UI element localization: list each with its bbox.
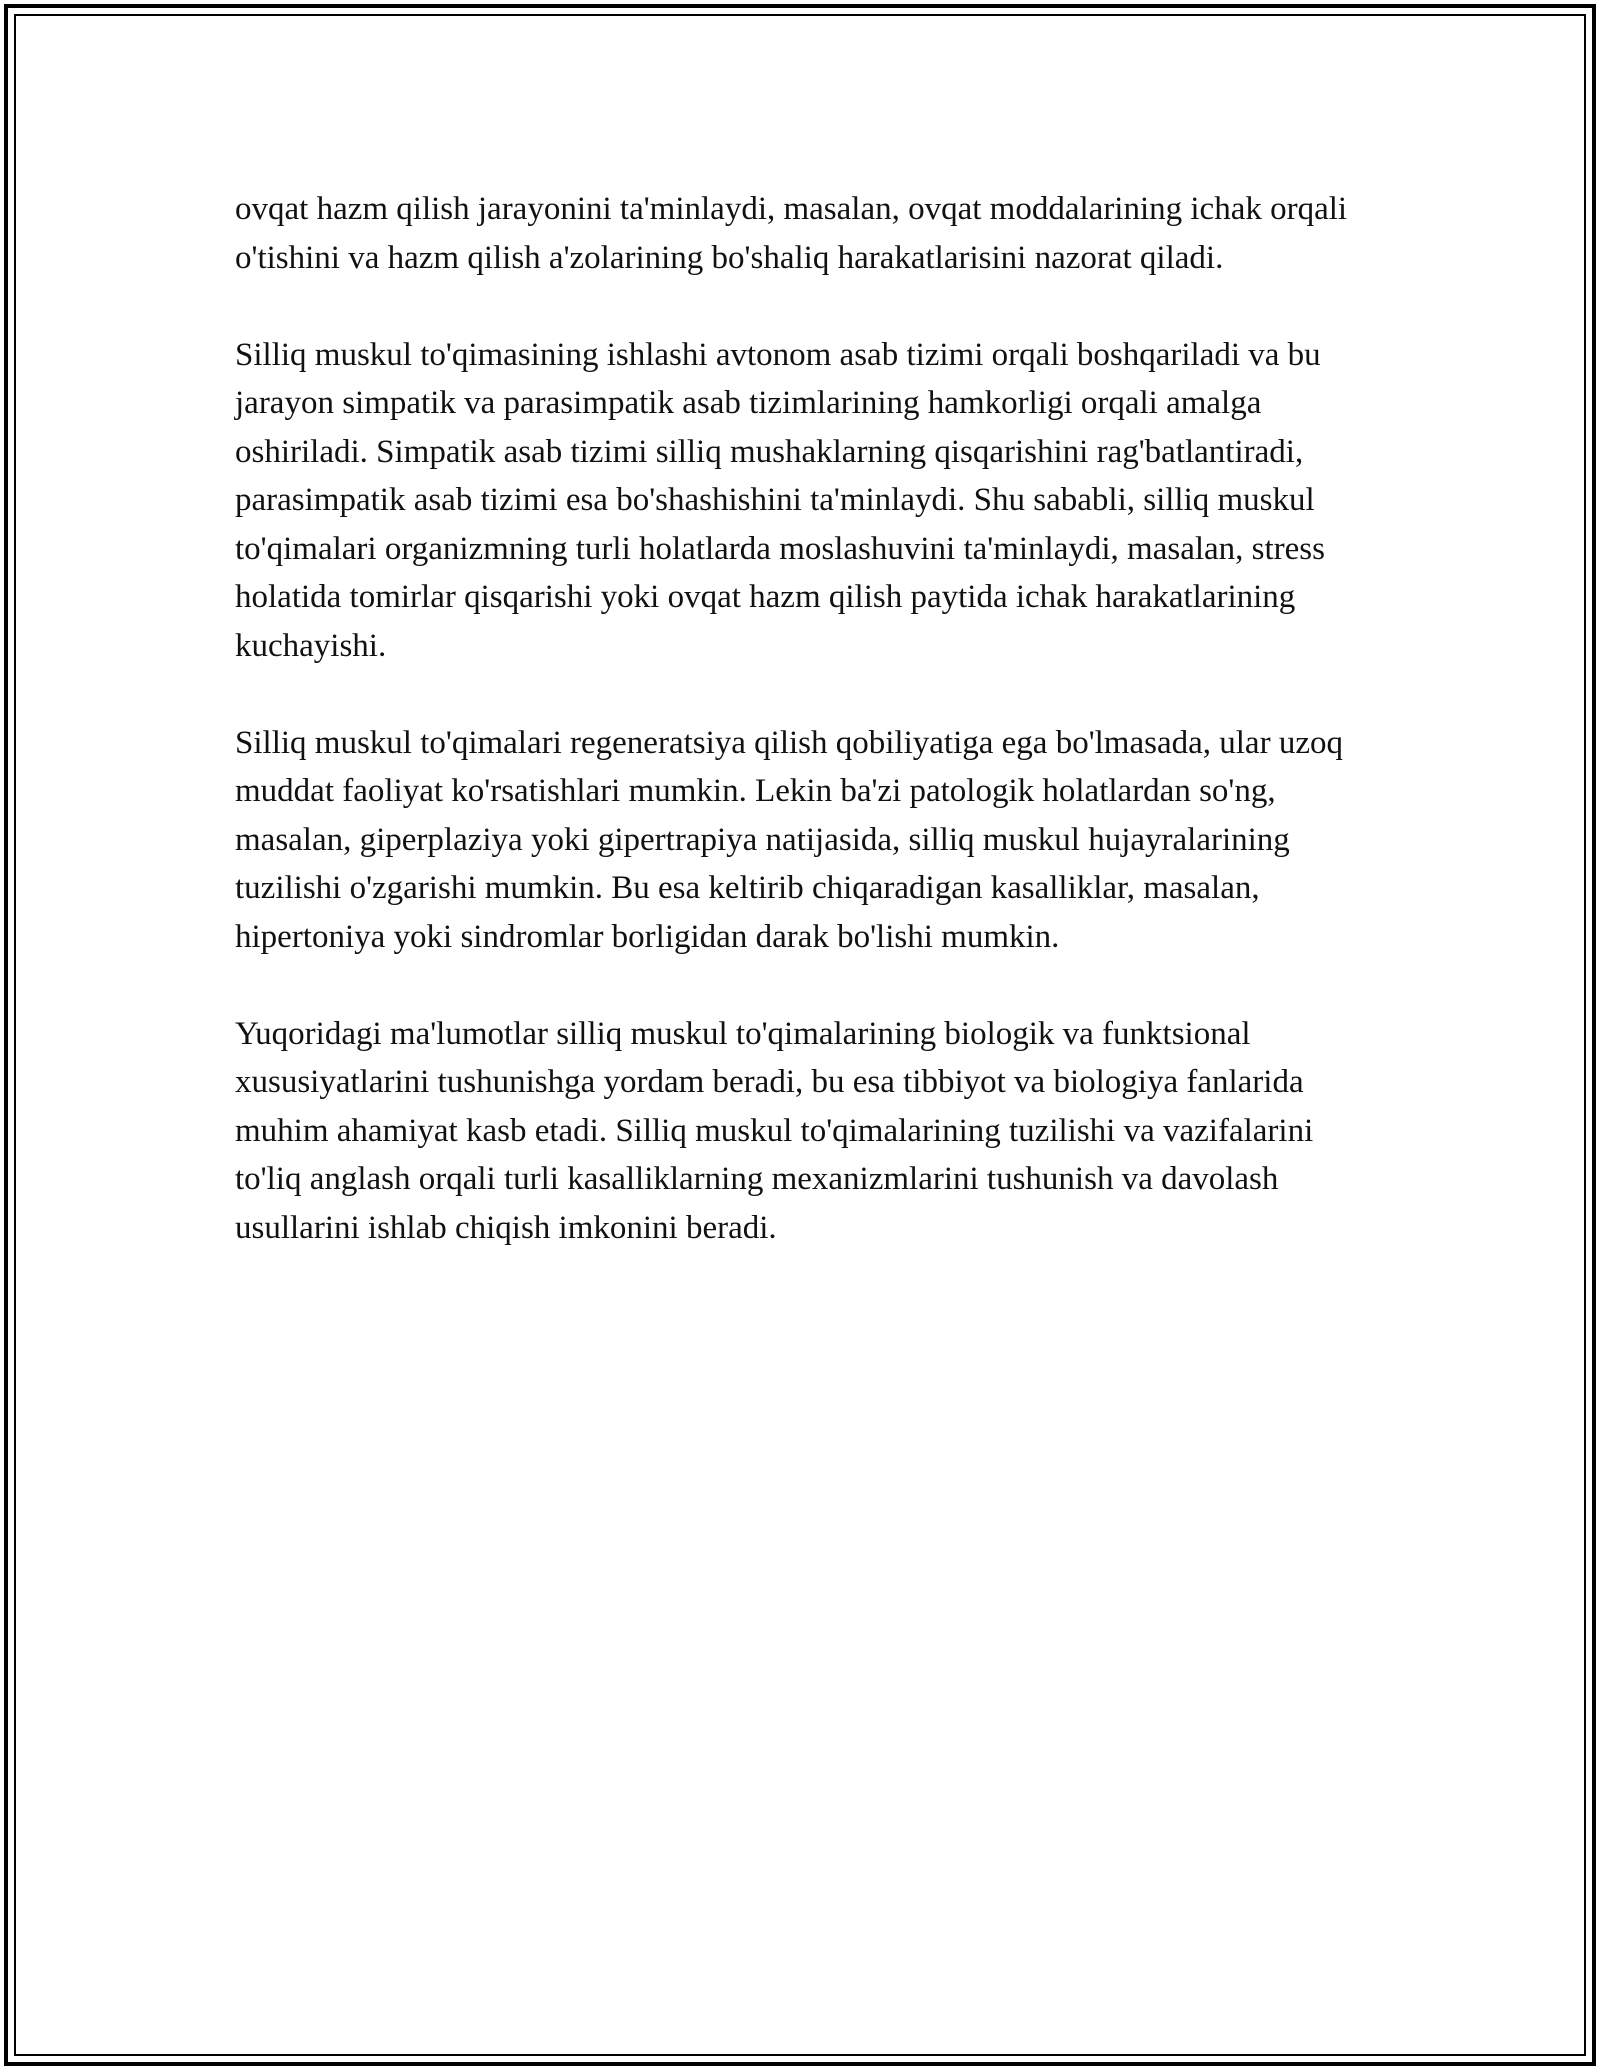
paragraph-2: Silliq muskul to'qimasining ishlashi avtonom asab tizimi orqali boshqariladi va bu jarayon simpatik va parasimpatik asab tizimlarining hamkorligi orqali amalga oshiriladi. Simpatik asab tizimi silliq mushaklarning qisqarishini rag'batlantiradi, parasimpatik asab tizimi esa bo'shashishini ta'minlaydi. Shu sababli, silliq muskul to'qimalari organizmning turli holatlarda moslashuvini ta'minlaydi, masalan, stress holatida tomirlar qisqarishi yoki ovqat hazm qilish paytida ichak harakatlarining kuchayishi.	[235, 336, 1325, 664]
document-body	[235, 185, 1385, 1301]
paragraph-3: Silliq muskul to'qimalari regeneratsiya qilish qobiliyatiga ega bo'lmasada, ular uzoq muddat faoliyat ko'rsatishlari mumkin. Lekin ba'zi patologik holatlardan so'ng, masalan, giperplaziya yoki gipertrapiya natijasida, silliq muskul hujayralarining tuzilishi o'zgarishi mumkin. Bu esa keltirib chiqaradigan kasalliklar, masalan, hipertoniya yoki sindromlar borligidan darak bo'lishi mumkin.	[235, 724, 1343, 955]
paragraph-1: ovqat hazm qilish jarayonini ta'minlaydi, masalan, ovqat moddalarining ichak orqali o'tishini va hazm qilish a'zolarining bo'shaliq harakatlarisini nazorat qiladi.	[235, 191, 1348, 276]
paragraph-4: Yuqoridagi ma'lumotlar silliq muskul to'qimalarining biologik va funktsional xususiyatlarini tushunishga yordam beradi, bu esa tibbiyot va biologiya fanlarida muhim ahamiyat kasb etadi. Silliq muskul to'qimalarining tuzilishi va vazifalarini to'liq anglash orqali turli kasalliklarning mexanizmlarini tushunish va davolash usullarini ishlab chiqish imkonini beradi.	[235, 1015, 1314, 1246]
